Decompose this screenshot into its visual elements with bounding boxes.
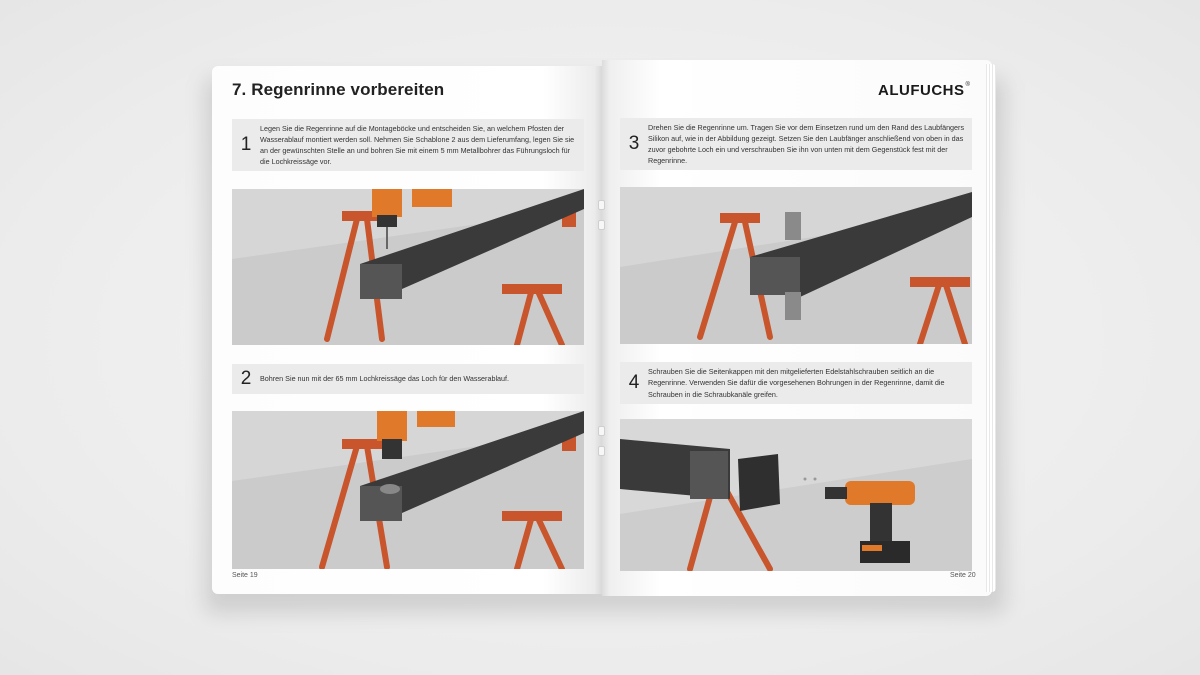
binding-ring xyxy=(598,446,605,456)
leaf-catcher-counterpart xyxy=(785,292,801,320)
step-number: 1 xyxy=(240,134,252,155)
page-number: Seite 19 xyxy=(232,572,258,579)
step-4-box xyxy=(620,362,972,404)
page-edge xyxy=(986,64,996,592)
page-number: Seite 20 xyxy=(950,572,976,579)
step-2-image xyxy=(232,411,584,569)
step-3-box xyxy=(620,118,972,170)
step-1-box xyxy=(232,119,584,171)
section-title: 7. Regenrinne vorbereiten xyxy=(232,80,445,99)
step-text: Bohren Sie nun mit der 65 mm Lochkreissäge das Loch für den Wasserablauf. xyxy=(260,374,510,384)
brand-name: ALUFUCHS xyxy=(878,82,965,99)
registered-mark: ® xyxy=(965,82,971,88)
step-number: 2 xyxy=(240,368,252,389)
step-text: Drehen Sie die Regenrinne um. Tragen Sie vor dem Einsetzen rund um den Rand des Laubfängers Silikon auf, wie in der Abbildung gezeigt. Setzen Sie den Laubfänger anschließend von oben in das zuvor gebohrte Loch ein und verschrauben Sie ihn von unten mit dem Gegenstück fest mit der Regenrinne. xyxy=(648,122,965,166)
step-2-box xyxy=(232,364,584,394)
binding-ring xyxy=(598,426,605,436)
binding-ring xyxy=(598,200,605,210)
step-3-image xyxy=(620,187,972,344)
step-number: 3 xyxy=(628,133,640,154)
side-cap xyxy=(738,454,780,511)
brand-logo xyxy=(878,82,970,99)
binding-ring xyxy=(598,220,605,230)
step-4-image xyxy=(620,419,972,571)
step-text: Schrauben Sie die Seitenkappen mit den mitgelieferten Edelstahlschrauben seitlich an die Regenrinne. Verwenden Sie dafür die vorgesehenen Bohrungen in der Regenrinne, damit die Schrauben in die Schraubkanäle greifen. xyxy=(648,367,945,399)
step-number: 4 xyxy=(628,372,640,393)
step-1-image xyxy=(232,189,584,345)
leaf-catcher xyxy=(785,212,801,240)
step-text: Legen Sie die Regenrinne auf die Montageböcke und entscheiden Sie, an welchem Pfosten der Wasserablauf montiert werden soll. Nehmen Sie Schablone 2 aus dem Lieferumfang, legen Sie sie an der gewünschten Stelle an und bohren Sie mit einem 5 mm Metallbohrer das Führungsloch für die Lochkreissäge vor. xyxy=(260,123,575,167)
